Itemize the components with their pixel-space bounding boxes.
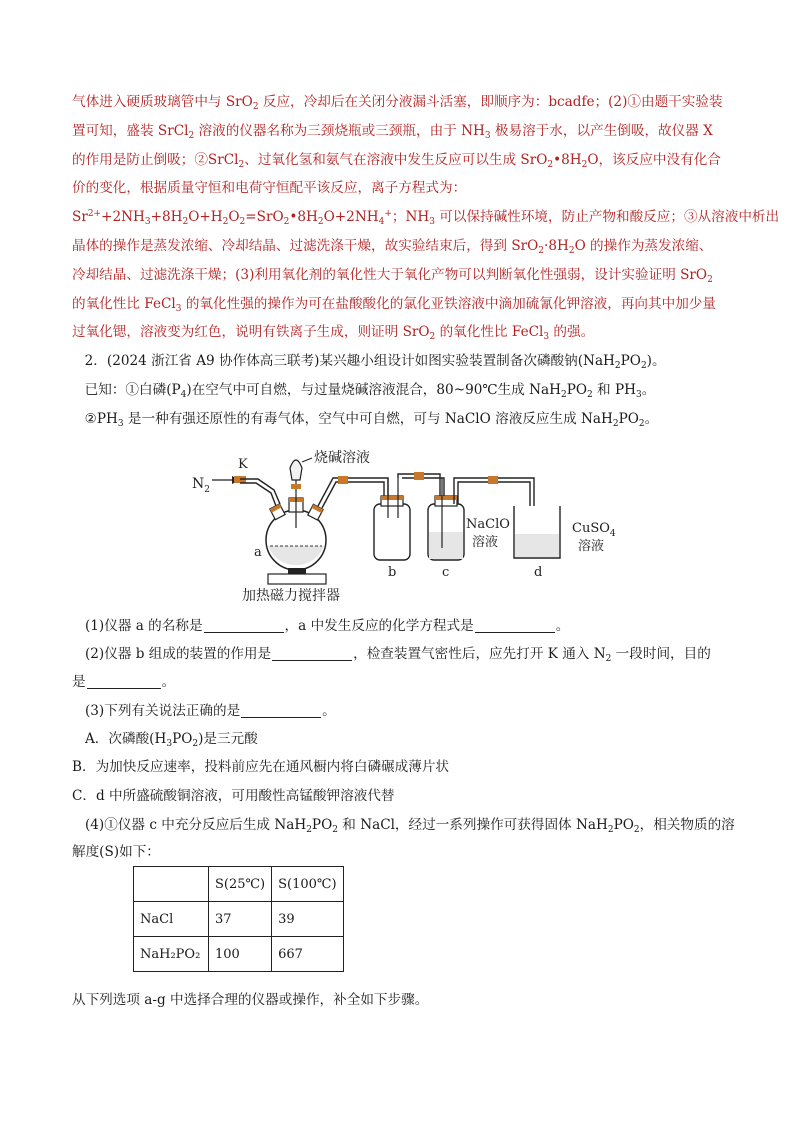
- table-header-cell: S(100℃): [272, 867, 343, 902]
- option-a: A．次磷酸$(H_3PO_2)$是三元酸: [84, 731, 258, 749]
- answer-line-5: $Sr^{2+}+2NH_3+8H_2O+H_2O_2=SrO_2•8H_2O+2NH_4^+$；$NH_3$ 可以保持碱性环境，防止产物和酸反应；③从溶液中析出: [72, 209, 780, 228]
- bottle-c-label: c: [442, 565, 450, 580]
- sub-question-2-cont: 是 。: [72, 674, 176, 690]
- naoh-label: 烧碱溶液: [314, 450, 370, 466]
- answer-line-9: 过氧化锶，溶液变为红色，说明有铁离子生成，则证明 SrO$_2$ 的氧化性比 FeCl$_3$ 的强。: [72, 324, 595, 343]
- k-label: K: [238, 457, 248, 472]
- answer-line-4: 价的变化，根据质量守恒和电荷守恒配平该反应，离子方程式为：: [72, 180, 467, 197]
- option-b: B．为加快反应速率，投料前应先在通风橱内将白磷碾成薄片状: [72, 759, 450, 775]
- table-cell: NaH₂PO₂: [134, 937, 209, 972]
- answer-line-8: 的氧化性比 FeCl$_3$ 的氧化性强的操作为可在盐酸酸化的氯化亚铁溶液中滴加硫氰化钾溶液，再向其中加少量: [72, 295, 716, 314]
- table-cell: 37: [209, 902, 272, 937]
- question-heading: 2．(2024 浙江省 A9 协作体高三联考)某兴趣小组设计如图实验装置制备次磷酸钠$(NaH_2PO_2)$。: [84, 353, 666, 372]
- option-c: C．d 中所盛硫酸铜溶液，可用酸性高锰酸钾溶液代替: [72, 788, 395, 804]
- sub-question-3: (3)下列有关说法正确的是 。: [84, 703, 336, 719]
- sub-question-1: (1)仪器 a 的名称是 ，a 中发生反应的化学方程式是 。: [84, 618, 570, 634]
- table-row: [134, 937, 344, 972]
- answer-blank[interactable]: [241, 703, 321, 718]
- heater-base: [268, 574, 326, 584]
- answer-blank[interactable]: [87, 674, 161, 689]
- answer-line-2: 置可知，盛装 SrCl$_2$ 溶液的仪器名称为三颈烧瓶或三颈瓶，由于 $NH_3$ 极易溶于水，以产生倒吸，故仪器 X: [72, 122, 713, 141]
- known-condition-1: 已知：①白磷$(P_4)$在空气中可自燃，与过量烧碱溶液混合，80~90℃生成 $NaH_2PO_2$ 和 $PH_3$。: [84, 381, 656, 400]
- document-body: [72, 88, 780, 434]
- beaker-d-label: d: [534, 565, 543, 580]
- answer-line-3: 的作用是防止倒吸；②SrCl$_2$、过氧化氢和氨气在溶液中发生反应可以生成 $SrO_2•8H_2O$，该反应中没有化合: [72, 151, 721, 170]
- apparatus-diagram: [188, 448, 626, 604]
- solubility-table: [133, 866, 344, 972]
- table-cell: 39: [272, 902, 343, 937]
- flask-a-label: a: [254, 545, 262, 560]
- final-instruction: 从下列选项 a-g 中选择合理的仪器或操作，补全如下步骤。: [72, 992, 429, 1008]
- naclo-label: NaClO: [466, 517, 510, 532]
- bottle-b: [374, 504, 410, 560]
- table-header-cell: S(25℃): [209, 867, 272, 902]
- table-cell: 667: [272, 937, 343, 972]
- dropping-funnel: [290, 460, 302, 480]
- apparatus-svg: [188, 448, 626, 604]
- naclo-solution-label: 溶液: [472, 535, 499, 550]
- known-condition-2: $②PH_3$ 是一种有强还原性的有毒气体，空气中可自燃，可与 NaClO 溶液反应生成 $NaH_2PO_2$。: [84, 410, 659, 429]
- table-header-cell: [134, 867, 209, 902]
- stirrer-label: 加热磁力搅拌器: [242, 588, 340, 604]
- answer-line-1: 气体进入硬质玻璃管中与 SrO$_2$ 反应，冷却后在关闭分液漏斗活塞，即顺序为：bcadfe；(2)①由题干实验装: [72, 94, 723, 112]
- table-cell: NaCl: [134, 902, 209, 937]
- bottle-b-label: b: [388, 565, 397, 580]
- table-header-row: [134, 867, 344, 902]
- sub-question-4: (4)①仪器 c 中充分反应后生成 $NaH_2PO_2$ 和 NaCl，经过一系列操作可获得固体 $NaH_2PO_2$，相关物质的溶: [84, 817, 735, 835]
- sub-question-4-cont: 解度(S)如下：: [72, 844, 160, 860]
- sub-question-2: (2)仪器 b 组成的装置的作用是 ，检查装置气密性后，应先打开 K 通入 $N_2$ 一段时间，目的: [84, 646, 711, 664]
- table-row: [134, 902, 344, 937]
- cuso4-label: CuSO$_4$: [572, 521, 616, 539]
- cuso4-solution-label: 溶液: [578, 539, 605, 554]
- answer-blank[interactable]: [272, 646, 352, 661]
- answer-line-7: 冷却结晶、过滤洗涤干燥；(3)利用氧化剂的氧化性大于氧化产物可以判断氧化性强弱，设计实验证明 SrO$_2$: [72, 266, 713, 285]
- n2-label: $N_2$: [192, 476, 210, 495]
- answer-blank[interactable]: [204, 618, 284, 633]
- table-cell: 100: [209, 937, 272, 972]
- answer-blank[interactable]: [475, 618, 555, 633]
- answer-line-6: 晶体的操作是蒸发浓缩、冷却结晶、过滤洗涤干燥，故实验结束后，得到 $SrO_2\cdot 8H_2O$ 的操作为蒸发浓缩、: [72, 237, 713, 256]
